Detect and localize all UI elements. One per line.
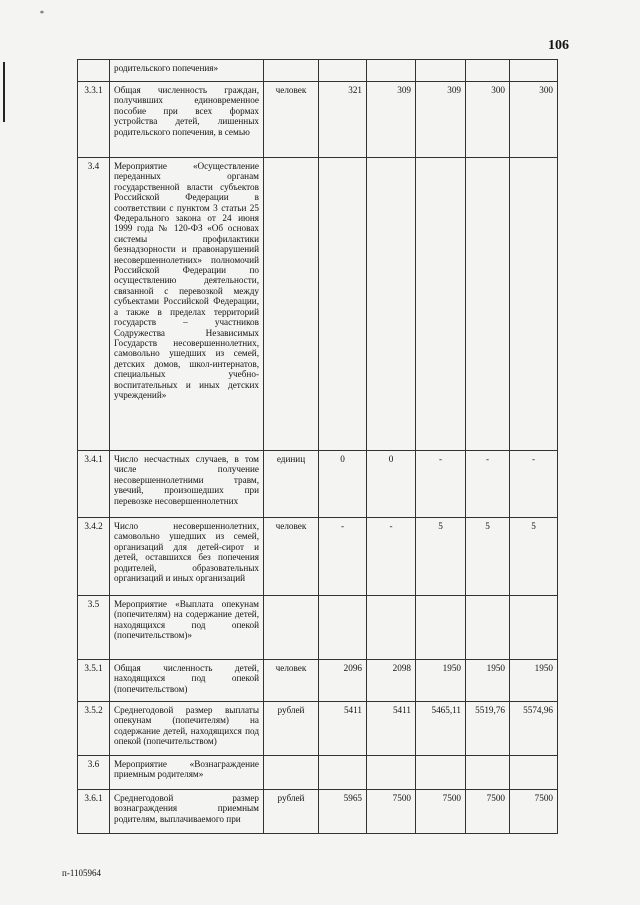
row-description: Число несовершеннолетних, самовольно ушедших из семей, организаций для детей-сирот и детей, оставшихся без попечения родителей, образовательных организаций и иных организаций [110,518,264,596]
row-value-2: 2098 [367,660,416,702]
row-value-4: 1950 [466,660,510,702]
row-value-4 [466,596,510,660]
row-value-3: 1950 [416,660,466,702]
row-value-4: - [466,451,510,518]
row-value-5: 5 [510,518,558,596]
row-unit [264,756,319,790]
row-value-3: 7500 [416,790,466,834]
row-value-3 [416,60,466,82]
row-value-1 [319,596,367,660]
row-description: Мероприятие «Выплата опекунам (попечителям) на содержание детей, находящихся под опекой (попечительством)» [110,596,264,660]
row-value-3: 5 [416,518,466,596]
row-description: Число несчастных случаев, в том числе получение несовершеннолетними травм, увечий, произошедших при перевозке несовершеннолетних [110,451,264,518]
row-number: 3.6 [78,756,110,790]
row-value-1 [319,158,367,451]
table-row [78,518,558,596]
row-unit: рублей [264,790,319,834]
row-value-1: 0 [319,451,367,518]
row-description: Среднегодовой размер вознаграждения приемным родителям, выплачиваемого при [110,790,264,834]
table-row [78,158,558,451]
row-value-3 [416,158,466,451]
margin-mark: * [40,9,44,18]
row-value-5: 1950 [510,660,558,702]
row-number: 3.3.1 [78,82,110,158]
row-value-2: 0 [367,451,416,518]
row-number: 3.5 [78,596,110,660]
row-value-1: 5965 [319,790,367,834]
row-value-4: 7500 [466,790,510,834]
row-value-4 [466,60,510,82]
table-row [78,702,558,756]
row-number: 3.4 [78,158,110,451]
scan-edge-mark [3,62,5,122]
table-row [78,60,558,82]
row-value-5: - [510,451,558,518]
table-row [78,82,558,158]
row-description: Среднегодовой размер выплаты опекунам (попечителям) на содержание детей, находящихся под опекой (попечительством) [110,702,264,756]
table-row [78,756,558,790]
row-value-2 [367,60,416,82]
row-value-1: 5411 [319,702,367,756]
row-description: Общая численность детей, находящихся под опекой (попечительством) [110,660,264,702]
row-number: 3.5.1 [78,660,110,702]
row-value-2: - [367,518,416,596]
row-description: родительского попечения» [110,60,264,82]
row-value-5: 5574,96 [510,702,558,756]
row-unit: рублей [264,702,319,756]
row-value-4: 5519,76 [466,702,510,756]
row-number [78,60,110,82]
row-unit [264,596,319,660]
row-value-4 [466,756,510,790]
table-row [78,790,558,834]
row-description: Общая численность граждан, получивших единовременное пособие при всех формах устройства детей, лишенных родительского попечения, в семью [110,82,264,158]
row-value-4: 5 [466,518,510,596]
page-number: 106 [548,38,569,53]
indicators-table [77,59,558,834]
table-row [78,660,558,702]
row-value-1: 2096 [319,660,367,702]
row-value-1: 321 [319,82,367,158]
row-value-2: 5411 [367,702,416,756]
row-unit: человек [264,82,319,158]
row-value-5 [510,596,558,660]
row-value-1 [319,756,367,790]
row-value-2 [367,158,416,451]
row-value-5: 7500 [510,790,558,834]
row-unit: единиц [264,451,319,518]
row-value-4 [466,158,510,451]
row-value-4: 300 [466,82,510,158]
row-value-2: 7500 [367,790,416,834]
table-row [78,451,558,518]
row-number: 3.4.1 [78,451,110,518]
row-unit: человек [264,660,319,702]
row-value-3 [416,596,466,660]
row-unit [264,60,319,82]
row-description: Мероприятие «Вознаграждение приемным родителям» [110,756,264,790]
row-number: 3.4.2 [78,518,110,596]
row-value-2 [367,756,416,790]
row-unit: человек [264,518,319,596]
row-unit [264,158,319,451]
table-row [78,596,558,660]
row-value-3: - [416,451,466,518]
row-value-5 [510,60,558,82]
row-value-3 [416,756,466,790]
row-description: Мероприятие «Осуществление переданных органам государственной власти субъектов Российской Федерации в соответствии с пунктом 3 статьи 25 Федерального закона от 24 июня 1999 года № 120-ФЗ «Об основах системы профилактики безнадзорности и правонарушений несовершеннолетних» полномочий Российской Федерации по осуществлению деятельности, связанной с перевозкой между субъектами Российской Федерации, а также в пределах территорий государств – участников Содружества Независимых Государств несовершеннолетних, самовольно ушедших из семей, детских домов, школ-интернатов, специальных учебно-воспитательных и иных детских учреждений» [110,158,264,451]
row-number: 3.5.2 [78,702,110,756]
row-value-3: 5465,11 [416,702,466,756]
row-value-3: 309 [416,82,466,158]
row-value-1 [319,60,367,82]
row-value-5: 300 [510,82,558,158]
row-number: 3.6.1 [78,790,110,834]
row-value-1: - [319,518,367,596]
row-value-2 [367,596,416,660]
row-value-5 [510,756,558,790]
document-code: п-1105964 [62,868,101,878]
row-value-5 [510,158,558,451]
row-value-2: 309 [367,82,416,158]
